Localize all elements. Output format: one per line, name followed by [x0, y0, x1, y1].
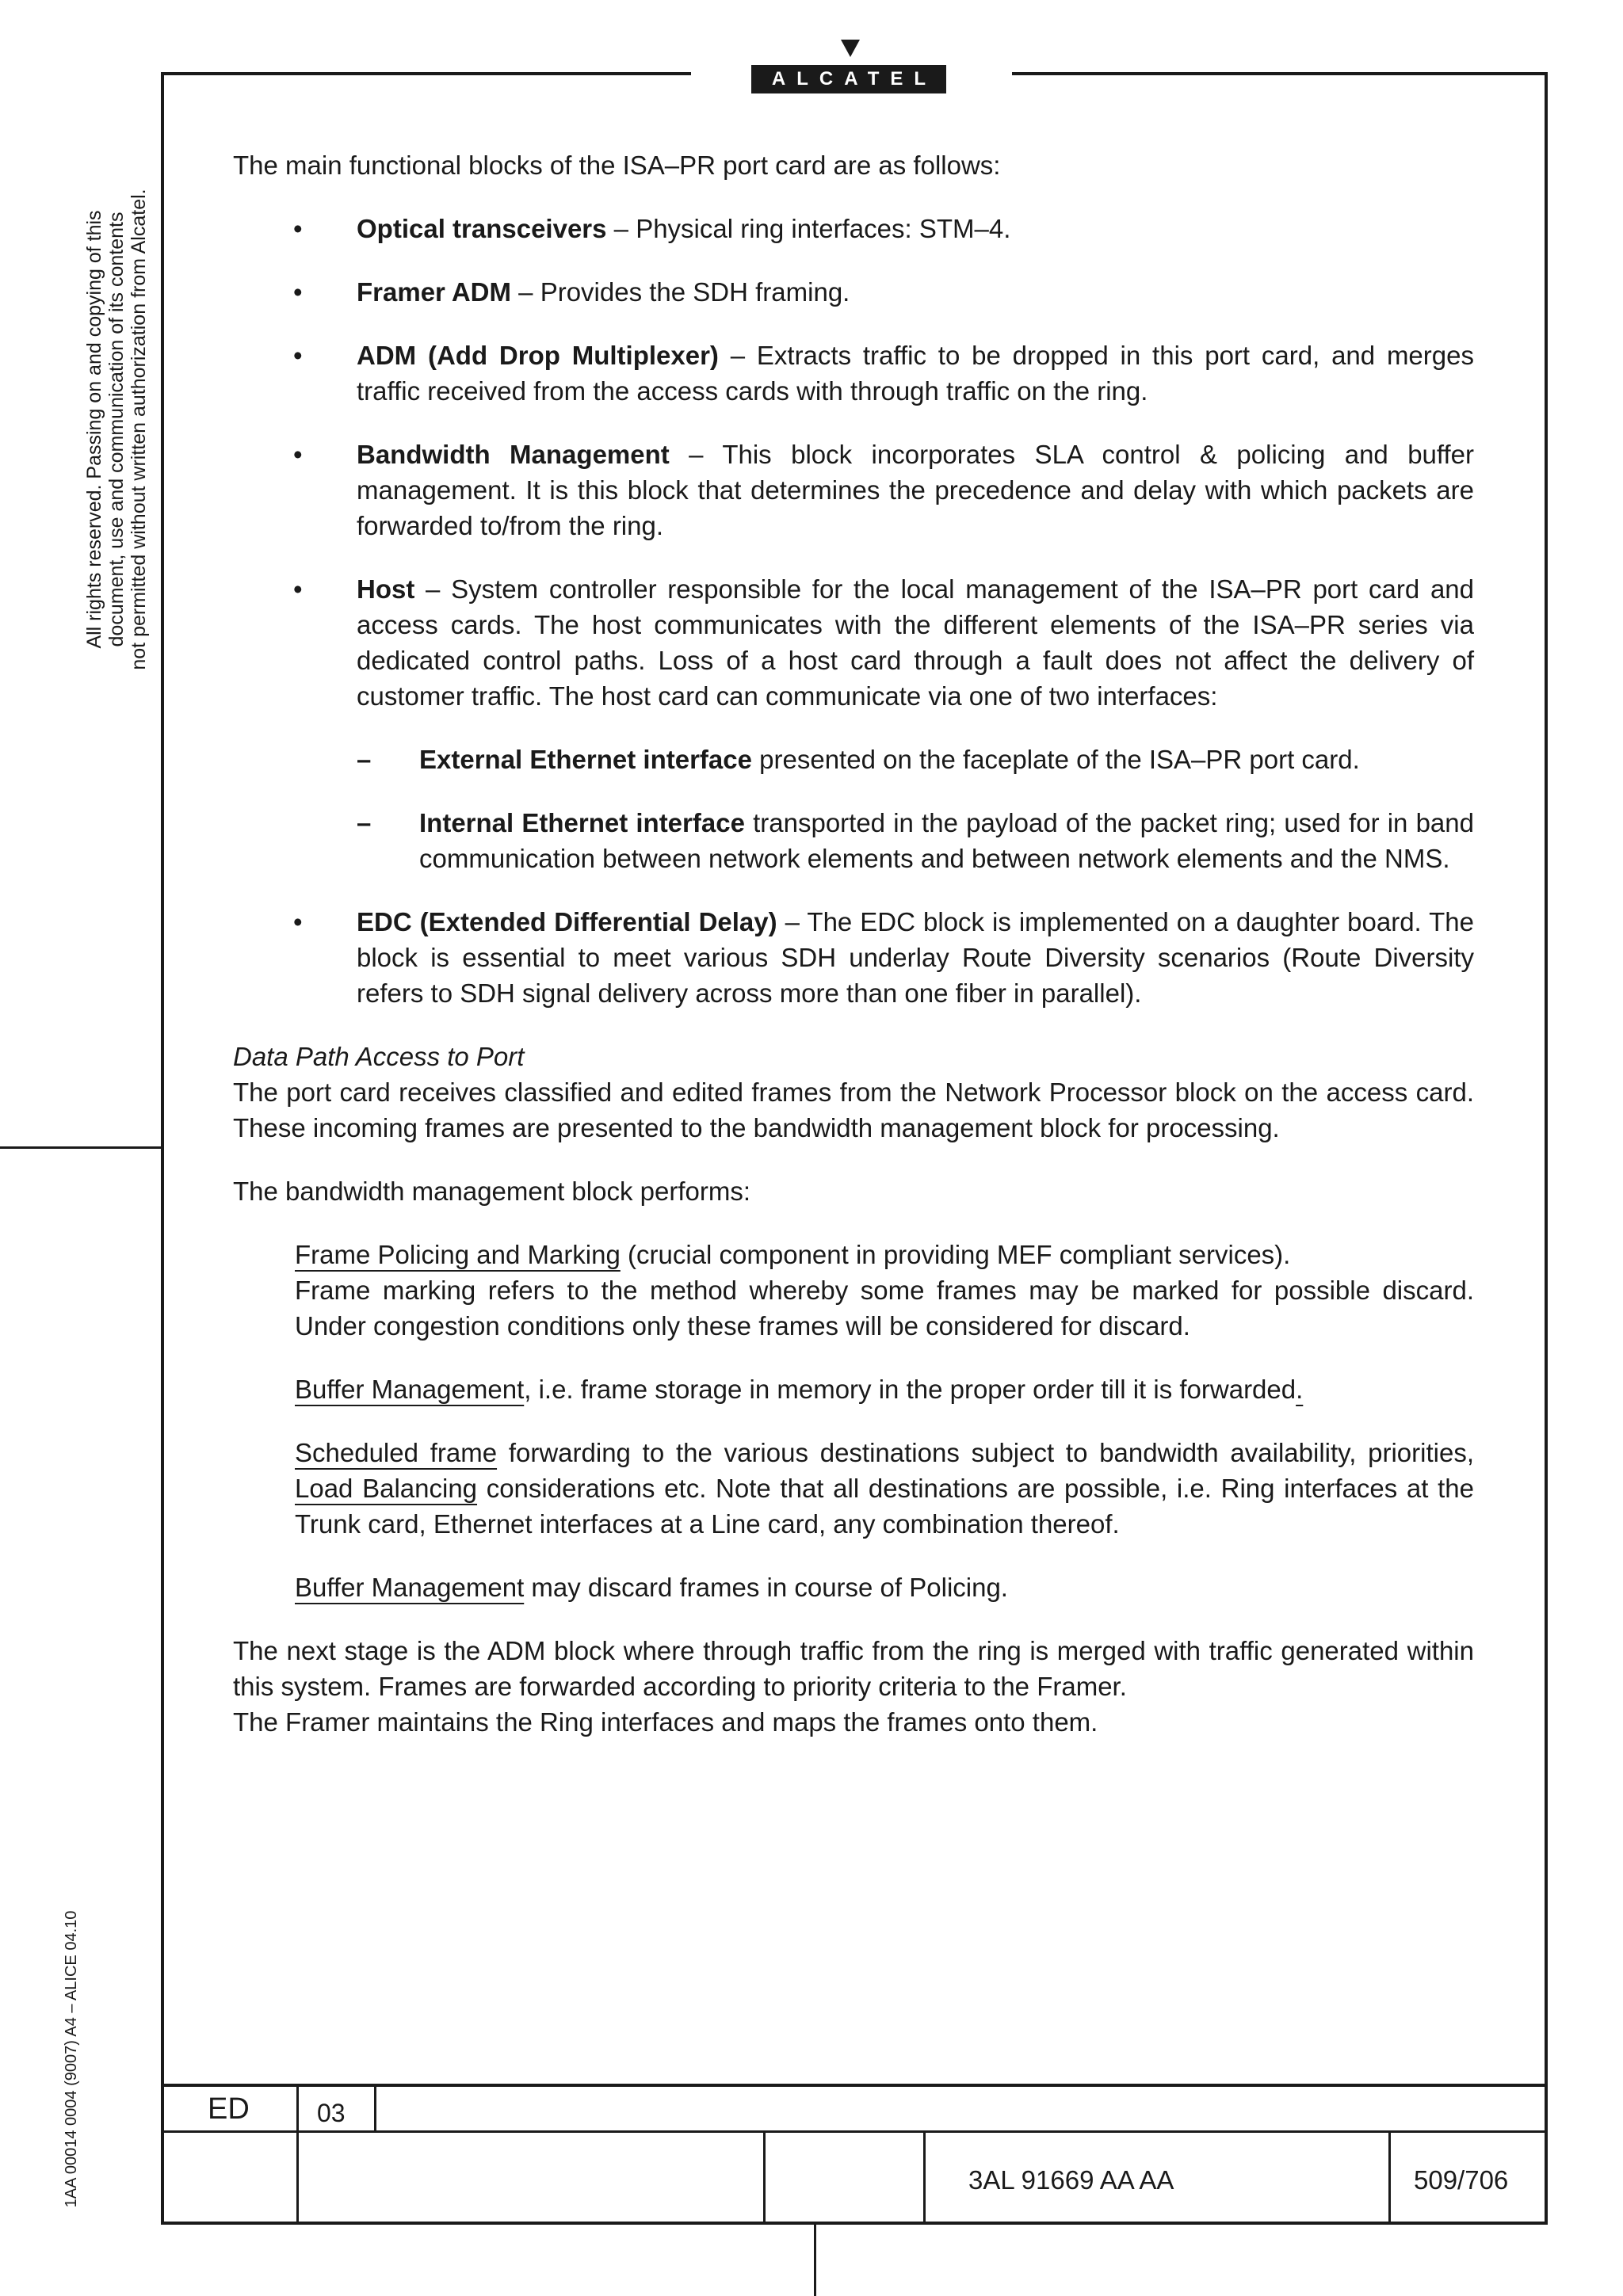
data-path-paragraph: The port card receives classified and edited frames from the Network Processor block on the access card. These incoming frames are presented to the bandwidth management block for processing. — [233, 1077, 1474, 1142]
logo-triangle-icon — [841, 40, 860, 57]
document-number: 3AL 91669 AA AA — [968, 2165, 1174, 2195]
edition-value: 03 — [317, 2099, 346, 2127]
buffer-management-link: Buffer Management — [295, 1375, 525, 1404]
page-number: 509/706 — [1414, 2165, 1509, 2195]
buffer-management-link: Buffer Management — [295, 1573, 525, 1602]
footer-divider — [296, 2084, 299, 2225]
frame-left — [161, 72, 164, 2225]
footer-divider — [763, 2130, 766, 2225]
intro-text: The main functional blocks of the ISA–PR port card are as follows: — [233, 151, 1001, 180]
list-item: • Framer ADM – Provides the SDH framing. — [233, 274, 1474, 310]
footer-divider — [374, 2084, 376, 2133]
footer-mid-line — [161, 2130, 1548, 2133]
alcatel-logo: ALCATEL — [751, 65, 946, 93]
frame-policing-paragraph: Frame Policing and Marking (crucial component in providing MEF compliant services). Frame marking refers to the method whereby some frames may be marked for possible discard. Under congestion conditions only these frames will be considered for discard. — [295, 1240, 1474, 1341]
buffer-management-paragraph: Buffer Management, i.e. frame storage in memory in the proper order till it is forwarded. — [295, 1375, 1304, 1404]
page-body — [233, 147, 1474, 1740]
footer-divider — [1388, 2130, 1391, 2225]
frame-top-left — [161, 72, 691, 75]
next-stage-paragraph: The next stage is the ADM block where through traffic from the ring is merged with traffic generated within this system. Frames are forwarded according to priority criteria to the Framer. The Framer maintains the Ring interfaces and maps the frames onto them. — [233, 1636, 1474, 1737]
list-item: – External Ethernet interface presented on the faceplate of the ISA–PR port card. — [357, 742, 1474, 777]
functional-blocks-list — [233, 211, 1474, 1011]
list-item: • Bandwidth Management – This block incorporates SLA control & policing and buffer management. It is this block that determines the precedence and delay with which packets are forwarded to/from the ring. — [233, 437, 1474, 543]
footer-divider — [923, 2130, 926, 2225]
footer-stub — [814, 2223, 816, 2296]
scheduled-frame-link: Scheduled frame — [295, 1438, 498, 1467]
buffer-discard-paragraph: Buffer Management may discard frames in course of Policing. — [295, 1573, 1008, 1602]
scheduled-frame-paragraph: Scheduled frame forwarding to the various destinations subject to bandwidth availability, priorities, Load Balancing considerations etc. Note that all destinations are possible, i.e. Ring interfaces at the Trunk card, Ethernet interfaces at a Line card, any combination thereof. — [295, 1438, 1474, 1539]
list-item: • Host – System controller responsible for the local management of the ISA–PR port card and access cards. The host communicates with the different elements of the ISA–PR series via dedicated control paths. Loss of a host card through a fault does not affect the delivery of customer traffic. The host card can communicate via one of two interfaces: – External Ethernet interface presented on the faceplate of the ISA–PR port card. – Internal Ethernet interface transported in the payload of the packet ring; used for in band communication between network elements and between network elements and the NMS. — [233, 571, 1474, 876]
load-balancing-link: Load Balancing — [295, 1474, 478, 1503]
bm-performs-text: The bandwidth management block performs: — [233, 1177, 751, 1206]
footer-bottom-line — [161, 2222, 1548, 2225]
list-item: • ADM (Add Drop Multiplexer) – Extracts traffic to be dropped in this port card, and merges traffic received from the access cards with through traffic on the ring. — [233, 338, 1474, 409]
footer-top-line — [161, 2084, 1548, 2087]
edition-label: ED — [208, 2092, 250, 2126]
form-code: 1AA 00014 0004 (9007) A4 – ALICE 04.10 — [63, 1910, 80, 2208]
frame-right — [1545, 72, 1548, 2225]
list-item: • EDC (Extended Differential Delay) – The EDC block is implemented on a daughter board. The block is essential to meet various SDH underlay Route Diversity scenarios (Route Diversity refers to SDH signal delivery across more than one fiber in parallel). — [233, 904, 1474, 1011]
list-item: • Optical transceivers – Physical ring interfaces: STM–4. — [233, 211, 1474, 246]
frame-top-right — [1012, 72, 1548, 75]
host-interfaces-list — [357, 742, 1474, 876]
section-subheading: Data Path Access to Port — [233, 1042, 525, 1071]
margin-tick — [0, 1146, 161, 1149]
frame-policing-link: Frame Policing and Marking — [295, 1240, 621, 1269]
list-item: – Internal Ethernet interface transported in the payload of the packet ring; used for in band communication between network elements and between network elements and the NMS. — [357, 805, 1474, 876]
rights-notice: All rights reserved. Passing on and copying of this document, use and communication of its contents not permitted without written authorization from Alcatel. — [83, 189, 150, 670]
